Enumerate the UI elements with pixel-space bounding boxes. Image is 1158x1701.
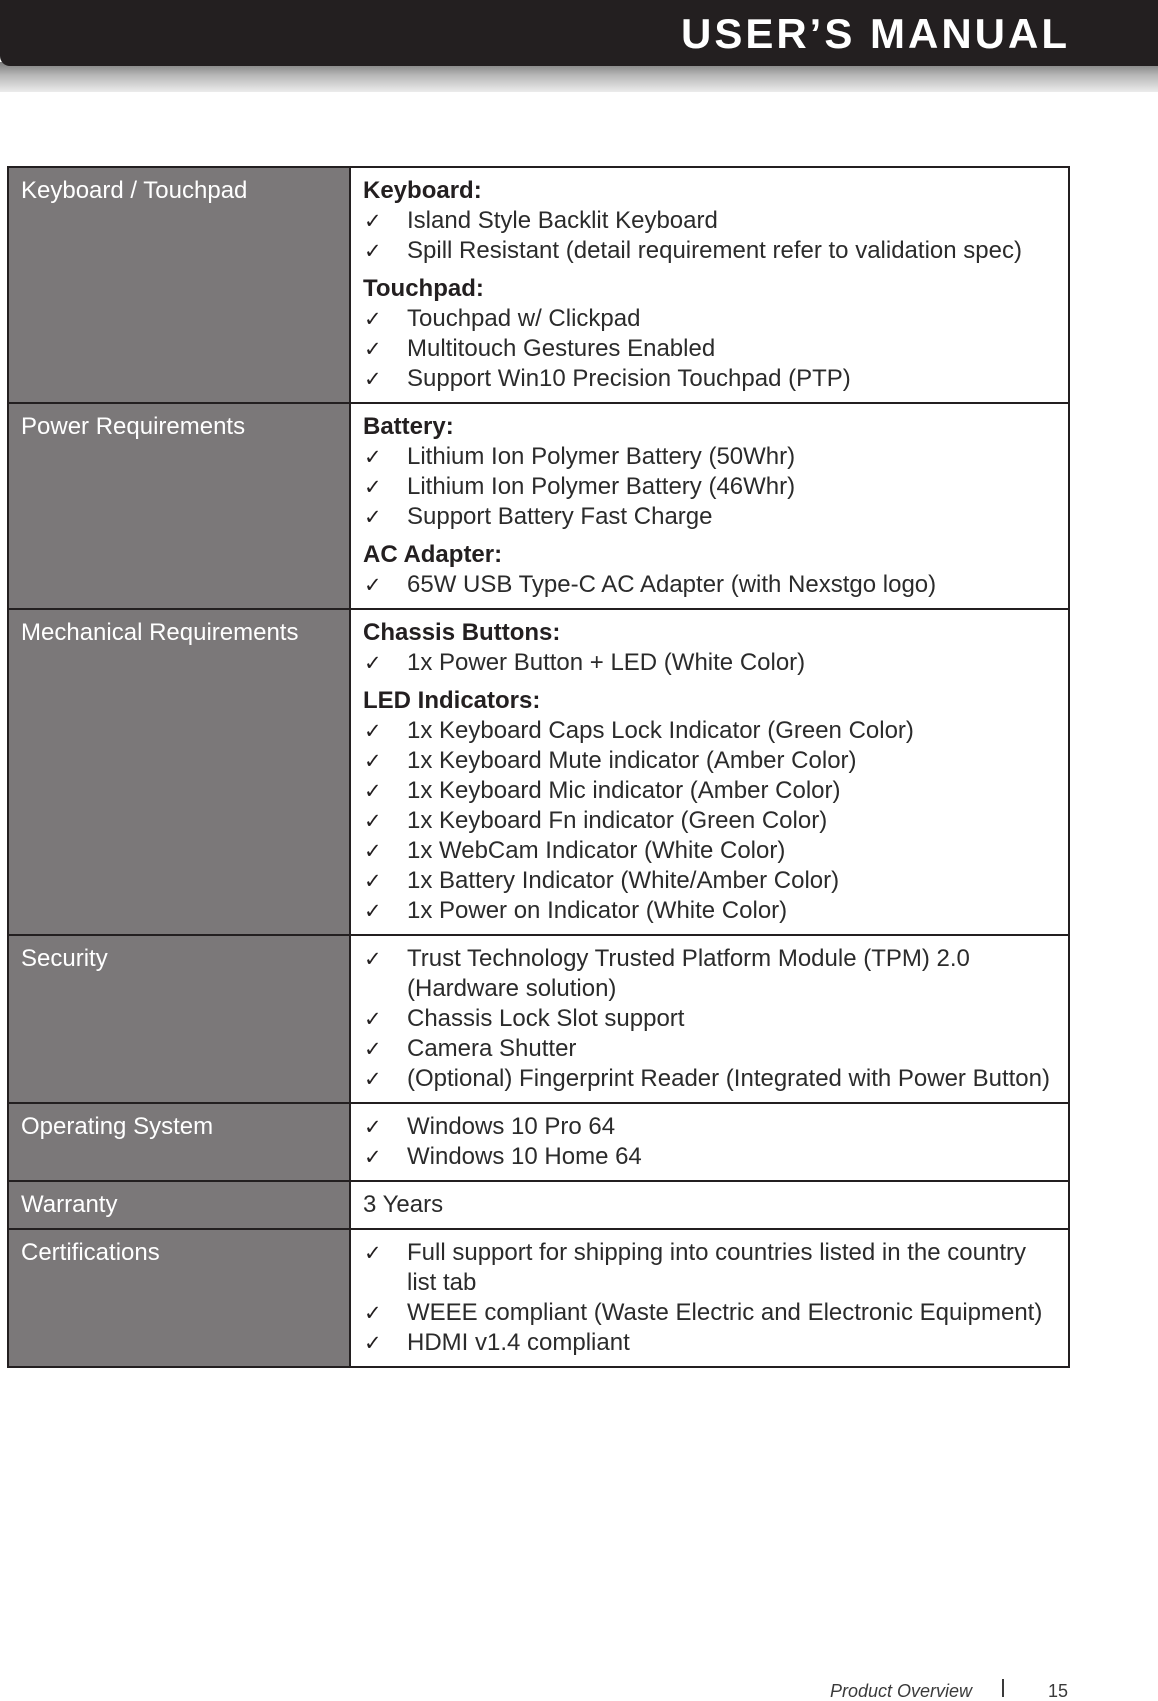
list-item <box>363 304 1060 334</box>
check-icon: ✓ <box>364 445 382 469</box>
spec-section <box>363 618 1060 678</box>
row-value <box>350 403 1069 609</box>
check-icon: ✓ <box>364 1115 382 1139</box>
list-item-text: Spill Resistant (detail requirement refer to validation spec) <box>407 237 1022 264</box>
page-title: USER’S MANUAL <box>680 10 1070 57</box>
list-item <box>363 1328 1060 1358</box>
row-value <box>350 609 1069 935</box>
list-item-text: 1x Keyboard Fn indicator (Green Color) <box>407 807 828 834</box>
header-bar <box>0 0 1158 66</box>
check-list <box>363 442 1060 532</box>
list-item <box>363 716 1060 746</box>
list-item <box>363 570 1060 600</box>
list-item-text: 1x Battery Indicator (White/Amber Color) <box>407 867 840 894</box>
table-row <box>8 167 1069 403</box>
list-item <box>363 1238 1060 1298</box>
list-item <box>363 334 1060 364</box>
table-row <box>8 1181 1069 1229</box>
list-item-text: 1x Power on Indicator (White Color) <box>407 897 788 924</box>
row-label: Security <box>8 935 350 1103</box>
check-icon: ✓ <box>364 337 382 361</box>
check-icon: ✓ <box>364 749 382 773</box>
list-item-text: Lithium Ion Polymer Battery (50Whr) <box>407 443 796 470</box>
check-list <box>363 1238 1060 1358</box>
list-item-text: 1x Keyboard Mic indicator (Amber Color) <box>407 777 841 804</box>
list-item-text: Windows 10 Home 64 <box>407 1143 642 1170</box>
check-icon: ✓ <box>364 779 382 803</box>
check-icon: ✓ <box>364 809 382 833</box>
check-list <box>363 944 1060 1094</box>
check-list <box>363 206 1060 266</box>
list-item-text: Full support for shipping into countries listed in the country list tab <box>407 1239 1026 1296</box>
footer-divider <box>1002 1679 1004 1697</box>
section-title: LED Indicators: <box>363 687 541 714</box>
check-icon: ✓ <box>364 573 382 597</box>
check-icon: ✓ <box>364 1067 382 1091</box>
check-icon: ✓ <box>364 1301 382 1325</box>
list-item <box>363 236 1060 266</box>
row-value <box>350 935 1069 1103</box>
check-icon: ✓ <box>364 1331 382 1355</box>
check-icon: ✓ <box>364 209 382 233</box>
list-item <box>363 1142 1060 1172</box>
list-item-text: Touchpad w/ Clickpad <box>407 305 641 332</box>
table-row <box>8 609 1069 935</box>
list-item-text: Camera Shutter <box>407 1035 577 1062</box>
list-item <box>363 746 1060 776</box>
section-title: Touchpad: <box>363 275 484 302</box>
list-item <box>363 776 1060 806</box>
page-number: 15 <box>1048 1681 1069 1701</box>
list-item-text: Support Win10 Precision Touchpad (PTP) <box>407 365 851 392</box>
list-item-text: 1x Keyboard Mute indicator (Amber Color) <box>407 747 857 774</box>
spec-section <box>363 412 1060 532</box>
check-list <box>363 716 1060 926</box>
check-icon: ✓ <box>364 651 382 675</box>
row-label: Operating System <box>8 1103 350 1181</box>
list-item-text: (Optional) Fingerprint Reader (Integrated with Power Button) <box>407 1065 1050 1092</box>
section-title: AC Adapter: <box>363 541 503 568</box>
spec-table <box>7 166 1070 1368</box>
list-item <box>363 1034 1060 1064</box>
check-list <box>363 648 1060 678</box>
list-item-text: Support Battery Fast Charge <box>407 503 713 530</box>
check-icon: ✓ <box>364 1037 382 1061</box>
list-item <box>363 472 1060 502</box>
check-icon: ✓ <box>364 1145 382 1169</box>
row-label: Power Requirements <box>8 403 350 609</box>
check-icon: ✓ <box>364 719 382 743</box>
check-icon: ✓ <box>364 505 382 529</box>
check-icon: ✓ <box>364 899 382 923</box>
list-item-text: Lithium Ion Polymer Battery (46Whr) <box>407 473 796 500</box>
check-icon: ✓ <box>364 367 382 391</box>
spec-section <box>363 686 1060 926</box>
list-item <box>363 502 1060 532</box>
list-item-text: 1x WebCam Indicator (White Color) <box>407 837 786 864</box>
list-item-text: Windows 10 Pro 64 <box>407 1113 616 1140</box>
check-icon: ✓ <box>364 869 382 893</box>
list-item <box>363 648 1060 678</box>
check-icon: ✓ <box>364 947 382 971</box>
check-list <box>363 1112 1060 1172</box>
row-label: Mechanical Requirements <box>8 609 350 935</box>
list-item <box>363 806 1060 836</box>
list-item <box>363 442 1060 472</box>
footer-section-label: Product Overview <box>830 1681 973 1701</box>
list-item-text: Island Style Backlit Keyboard <box>407 207 718 234</box>
row-label: Certifications <box>8 1229 350 1367</box>
table-row <box>8 1103 1069 1181</box>
list-item <box>363 866 1060 896</box>
list-item <box>363 944 1060 1004</box>
table-row <box>8 935 1069 1103</box>
list-item-text: 1x Power Button + LED (White Color) <box>407 649 806 676</box>
check-icon: ✓ <box>364 239 382 263</box>
row-value <box>350 167 1069 403</box>
list-item <box>363 896 1060 926</box>
check-icon: ✓ <box>364 475 382 499</box>
check-icon: ✓ <box>364 307 382 331</box>
list-item-text: 1x Keyboard Caps Lock Indicator (Green Color) <box>407 717 914 744</box>
list-item-text: WEEE compliant (Waste Electric and Electronic Equipment) <box>407 1299 1043 1326</box>
row-value <box>350 1229 1069 1367</box>
list-item <box>363 1298 1060 1328</box>
list-item-text: Trust Technology Trusted Platform Module (TPM) 2.0 (Hardware solution) <box>407 945 970 1002</box>
table-row <box>8 403 1069 609</box>
spec-section <box>363 176 1060 266</box>
check-icon: ✓ <box>364 1007 382 1031</box>
list-item-text: HDMI v1.4 compliant <box>407 1329 630 1356</box>
list-item <box>363 206 1060 236</box>
section-title: Keyboard: <box>363 177 482 204</box>
row-label: Warranty <box>8 1181 350 1229</box>
list-item <box>363 836 1060 866</box>
list-item <box>363 1004 1060 1034</box>
section-title: Chassis Buttons: <box>363 619 561 646</box>
check-list <box>363 304 1060 394</box>
list-item <box>363 1112 1060 1142</box>
check-list <box>363 570 1060 600</box>
header-shadow <box>0 62 1158 92</box>
table-row <box>8 1229 1069 1367</box>
row-label: Keyboard / Touchpad <box>8 167 350 403</box>
check-icon: ✓ <box>364 839 382 863</box>
list-item-text: Multitouch Gestures Enabled <box>407 335 716 362</box>
row-value <box>350 1103 1069 1181</box>
list-item <box>363 364 1060 394</box>
list-item-text: 65W USB Type-C AC Adapter (with Nexstgo logo) <box>407 571 937 598</box>
list-item-text: Chassis Lock Slot support <box>407 1005 685 1032</box>
spec-section <box>363 274 1060 394</box>
list-item <box>363 1064 1060 1094</box>
spec-section <box>363 540 1060 600</box>
row-value: 3 Years <box>350 1181 1069 1229</box>
check-icon: ✓ <box>364 1241 382 1265</box>
section-title: Battery: <box>363 413 454 440</box>
